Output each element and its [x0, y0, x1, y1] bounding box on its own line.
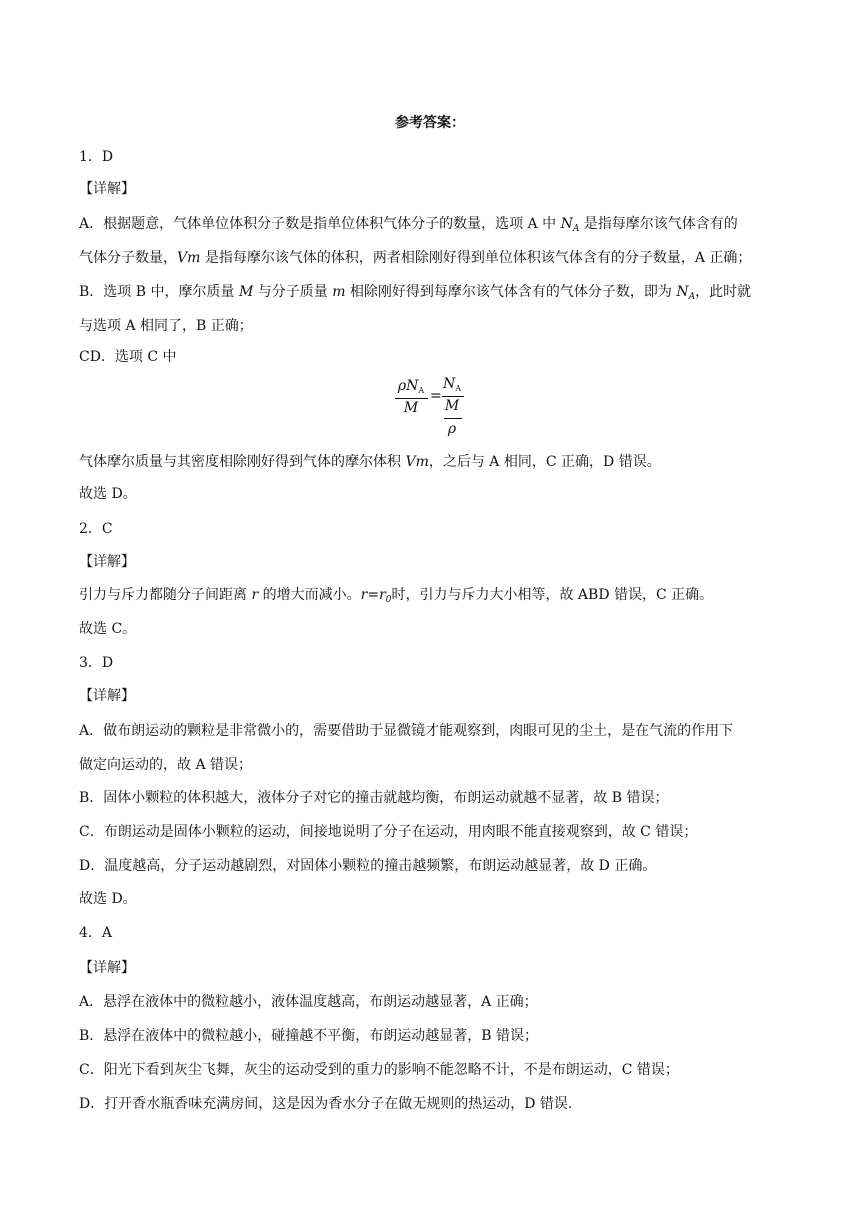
sub-a: A [418, 386, 425, 395]
q3-option-a-line1: A．做布朗运动的颗粒是非常微小的，需要借助于显微镜才能观察到，肉眼可见的尘土，是在气流的作用下 [79, 723, 734, 739]
q1-choose: 故选 D。 [79, 486, 137, 502]
text-span: 气体分子数量， [79, 250, 177, 266]
var-m-upper: M [403, 400, 419, 416]
text-span: 与分子质量 [253, 284, 333, 300]
var-r: r [360, 587, 368, 603]
var-rho: ρ [447, 421, 457, 437]
q1-detail-heading: 【详解】 [79, 181, 135, 197]
text-span: 引力与斥力都随分子间距离 [79, 587, 252, 603]
q2-choose: 故选 C。 [79, 621, 137, 637]
var-r: r [379, 587, 386, 603]
var-vm: Vm [177, 250, 201, 266]
q1-option-b-line1 [79, 282, 799, 307]
q3-option-a-line2: 做定向运动的，故 A 错误； [79, 757, 253, 773]
formula-left-denominator [394, 400, 428, 416]
formula-right-inner-num [440, 398, 464, 414]
text-span: 相除刚好得到每摩尔该气体含有的气体分子数，即为 [345, 284, 677, 300]
q4-answer: 4．A [79, 925, 113, 941]
q1-option-a-line1 [79, 214, 799, 239]
var-n: N [676, 284, 689, 300]
q3-option-c: C．布朗运动是固体小颗粒的运动，间接地说明了分子在运动，用肉眼不能直接观察到，故 C 错误； [79, 824, 698, 840]
formula-equals: = [430, 388, 442, 404]
q1-option-c-conclusion [79, 452, 799, 472]
q3-answer: 3．D [79, 655, 114, 671]
text-span: 的增大而减小。 [258, 587, 361, 603]
var-m-lower: m [332, 284, 346, 300]
text-span: 是指每摩尔该气体含有的 [579, 216, 738, 232]
q4-option-a: A．悬浮在液体中的微粒越小，液体温度越高，布朗运动越显著，A 正确； [79, 994, 538, 1010]
q3-detail-heading: 【详解】 [79, 688, 135, 704]
text-span: B．选项 B 中，摩尔质量 [79, 284, 239, 300]
sub-a: A [688, 292, 696, 302]
var-n: N [560, 216, 573, 232]
q4-detail-heading: 【详解】 [79, 960, 135, 976]
text-span: ，之后与 A 相同，C 正确，D 错误。 [428, 454, 661, 470]
text-span: 气体摩尔质量与其密度相除刚好得到气体的摩尔体积 [79, 454, 406, 470]
sub-a: A [572, 224, 580, 234]
var-vm: Vm [405, 454, 429, 470]
var-n: N [406, 378, 419, 394]
q1-option-cd: CD．选项 C 中 [79, 349, 177, 365]
q1-option-a-line2 [79, 248, 799, 268]
var-rho: ρ [397, 378, 407, 394]
q3-option-b: B．固体小颗粒的体积越大，液体分子对它的撞击就越均衡，布朗运动就越不显著，故 B 错误； [79, 790, 669, 806]
text-span: 是指每摩尔该气体的体积，两者相除刚好得到单位体积该气体含有的分子数量，A 正确； [200, 250, 752, 266]
q2-detail-heading: 【详解】 [79, 554, 135, 570]
formula-left-numerator [394, 378, 428, 395]
text-span: = [367, 587, 380, 603]
sub-a: A [455, 384, 462, 393]
q2-answer: 2．C [79, 521, 113, 537]
var-n: N [442, 376, 456, 392]
formula-right-bar [442, 396, 464, 397]
q3-option-d: D．温度越高，分子运动越剧烈，对固体小颗粒的撞击越频繁，布朗运动越显著，故 D 正确。 [79, 858, 657, 874]
q4-option-c: C．阳光下看到灰尘飞舞，灰尘的运动受到的重力的影响不能忽略不计，不是布朗运动，C 错误； [79, 1062, 679, 1078]
q1-option-b-line2: 与选项 A 相同了，B 正确； [79, 318, 253, 334]
text-span: 时，引力与斥力大小相等，故 ABD 错误，C 正确。 [391, 587, 714, 603]
q3-choose: 故选 D。 [79, 891, 137, 907]
formula-right-inner-bar [444, 418, 462, 419]
q4-option-b: B．悬浮在液体中的微粒越小，碰撞越不平衡，布朗运动越显著，B 错误； [79, 1028, 539, 1044]
q2-explanation [79, 585, 799, 610]
q1-answer: 1．D [79, 149, 114, 165]
text-span: ，此时就 [695, 284, 752, 300]
var-r: r [251, 587, 259, 603]
formula-left-bar [395, 398, 428, 399]
text-span: A．根据题意，气体单位体积分子数是指单位体积气体分子的数量，选项 A 中 [79, 216, 561, 232]
var-m-upper: M [444, 398, 460, 414]
formula-right-numerator [440, 376, 464, 393]
sub-zero: 0 [385, 595, 392, 605]
q4-option-d: D．打开香水瓶香味充满房间，这是因为香水分子在做无规则的热运动，D 错误. [79, 1096, 573, 1112]
page-title: 参考答案： [395, 115, 465, 131]
formula-right-inner-den [440, 421, 464, 437]
q1-formula [394, 372, 474, 442]
var-m-upper: M [238, 284, 254, 300]
